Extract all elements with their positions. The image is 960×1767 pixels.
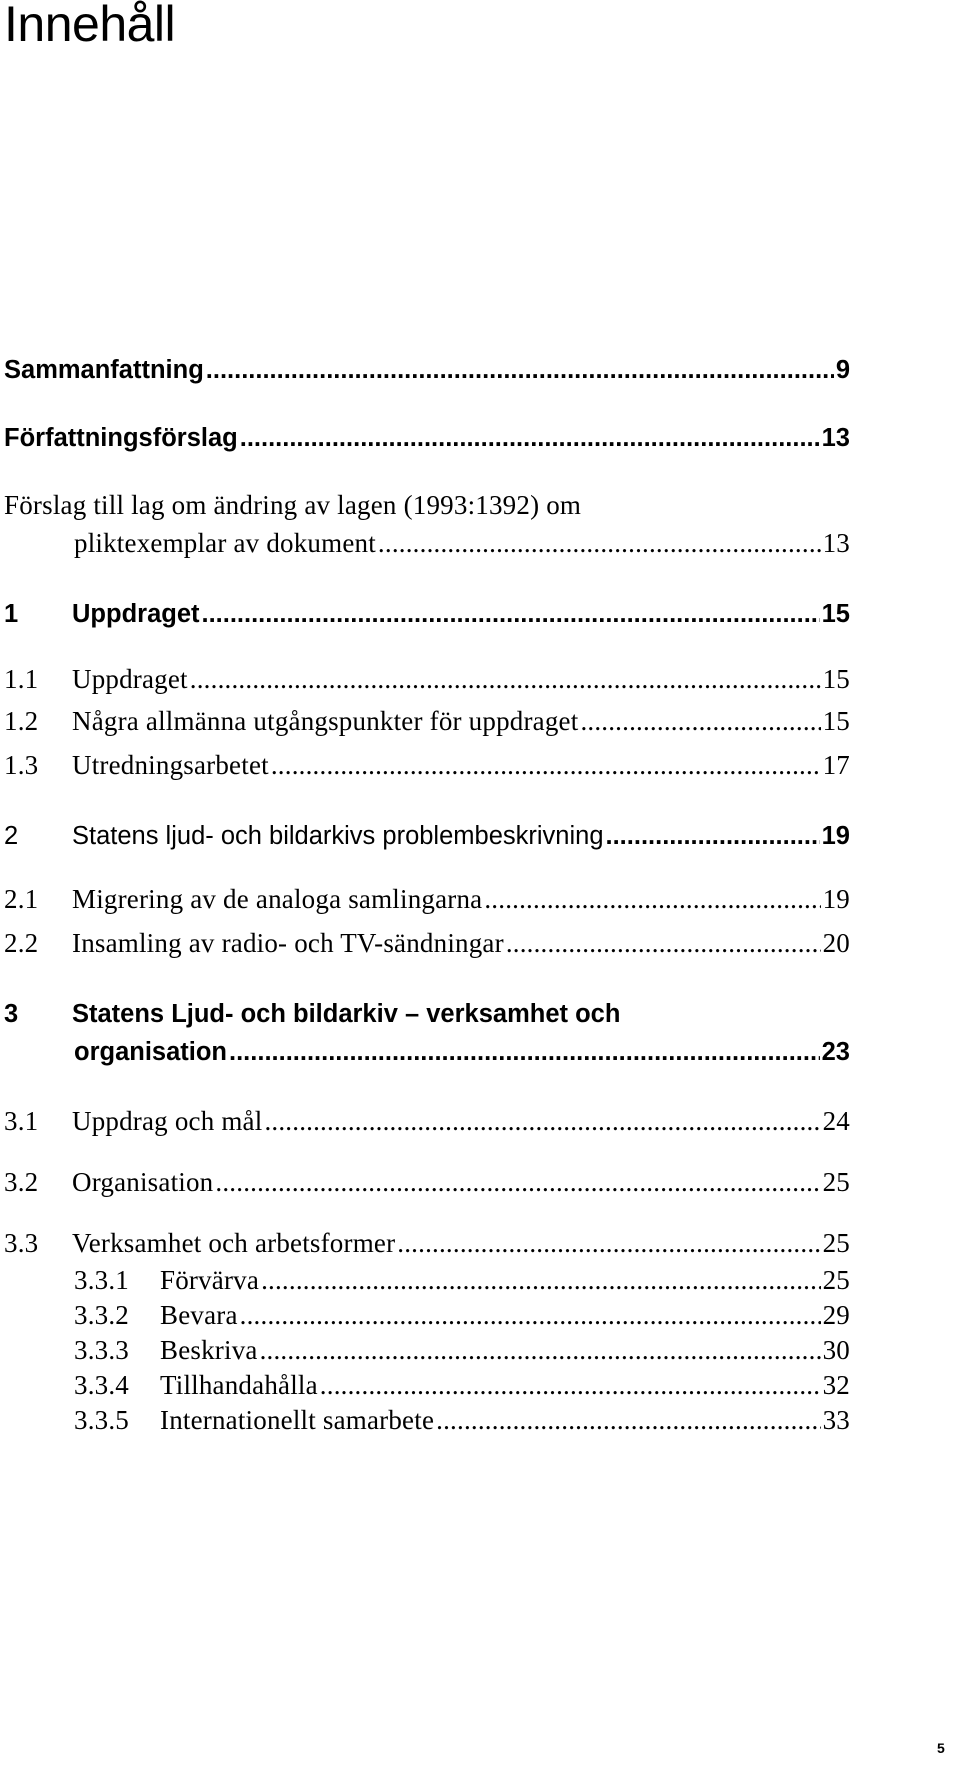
- toc-entry-label: Författningsförslag: [4, 424, 238, 452]
- toc-entry-label: Uppdrag och mål: [72, 1106, 263, 1136]
- toc-page-number: 9: [835, 356, 850, 384]
- toc-leader-dots: [397, 1228, 820, 1259]
- toc-entry-sammanfattning[interactable]: [4, 356, 850, 396]
- toc-entry-3-3-1[interactable]: [74, 1265, 850, 1305]
- toc-page-number: 17: [822, 750, 850, 780]
- toc-entry-3-3-2[interactable]: [74, 1300, 850, 1340]
- toc-leader-dots: [206, 356, 834, 385]
- toc-section-number: 3.3.4: [74, 1370, 129, 1400]
- toc-entry-label: Beskriva: [160, 1335, 258, 1365]
- toc-entry-forslag-line1[interactable]: Förslag till lag om ändring av lagen (1993:1392) om: [4, 490, 582, 520]
- page-title: Innehåll: [4, 0, 176, 52]
- toc-leader-dots: [606, 822, 820, 851]
- toc-page-number: 25: [822, 1228, 850, 1258]
- toc-leader-dots: [271, 750, 821, 781]
- toc-section-number: 3: [4, 1000, 19, 1028]
- toc-section-number: 3.3: [4, 1228, 39, 1258]
- toc-entry-chapter-1[interactable]: [4, 600, 850, 640]
- toc-leader-dots: [229, 1038, 820, 1067]
- toc-entry-3-2[interactable]: [4, 1167, 850, 1207]
- toc-page-number: 20: [822, 928, 850, 958]
- toc-leader-dots: [190, 664, 821, 695]
- toc-entry-1-2[interactable]: [4, 706, 850, 746]
- toc-entry-forfattningsforslag[interactable]: [4, 424, 850, 464]
- toc-page-number: 25: [822, 1265, 850, 1295]
- toc-leader-dots: [261, 1265, 821, 1296]
- toc-entry-label: Statens Ljud- och bildarkiv – verksamhet och: [72, 1000, 621, 1028]
- toc-entry-1-1[interactable]: [4, 664, 850, 704]
- toc-page-number: 15: [822, 706, 850, 736]
- toc-section-number: 2.1: [4, 884, 39, 914]
- toc-entry-label: Uppdraget: [72, 664, 188, 694]
- toc-section-number: 3.2: [4, 1167, 39, 1197]
- toc-entry-chapter-3[interactable]: [74, 1038, 850, 1078]
- toc-entry-label: Utredningsarbetet: [72, 750, 269, 780]
- toc-page-number: 19: [822, 884, 850, 914]
- toc-entry-3-3[interactable]: [4, 1228, 850, 1268]
- toc-section-number: 3.3.3: [74, 1335, 129, 1365]
- toc-page-number: 15: [822, 664, 850, 694]
- toc-section-number: 3.3.5: [74, 1405, 129, 1435]
- toc-page-number: 33: [822, 1405, 850, 1435]
- toc-entry-label: pliktexemplar av dokument: [74, 528, 376, 558]
- toc-page-number: 24: [822, 1106, 850, 1136]
- toc-entry-label: Tillhandahålla: [160, 1370, 318, 1400]
- toc-entry-label: Sammanfattning: [4, 356, 204, 384]
- toc-leader-dots: [260, 1335, 821, 1366]
- toc-entry-label: Statens ljud- och bildarkivs problembeskrivning: [72, 822, 604, 850]
- toc-section-number: 3.3.2: [74, 1300, 129, 1330]
- toc-section-number: 1.2: [4, 706, 39, 736]
- toc-leader-dots: [240, 424, 820, 453]
- toc-entry-3-1[interactable]: [4, 1106, 850, 1146]
- toc-leader-dots: [580, 706, 820, 737]
- toc-section-number: 3.1: [4, 1106, 39, 1136]
- toc-leader-dots: [506, 928, 821, 959]
- toc-section-number: 1.3: [4, 750, 39, 780]
- toc-entry-label: Uppdraget: [72, 600, 200, 628]
- toc-entry-label: Internationellt samarbete: [160, 1405, 435, 1435]
- toc-page-number: 29: [822, 1300, 850, 1330]
- toc-page-number: 30: [822, 1335, 850, 1365]
- toc-entry-2-2[interactable]: [4, 928, 850, 968]
- toc-page-number: 25: [822, 1167, 850, 1197]
- toc-entry-3-3-3[interactable]: [74, 1335, 850, 1375]
- toc-entry-label: Förvärva: [160, 1265, 260, 1295]
- toc-section-number: 1: [4, 600, 19, 628]
- toc-entry-label: Bevara: [160, 1300, 238, 1330]
- toc-page-number: 13: [822, 528, 850, 558]
- toc-entry-chapter-2[interactable]: [4, 822, 850, 862]
- toc-page-number: 32: [822, 1370, 850, 1400]
- toc-leader-dots: [320, 1370, 821, 1401]
- toc-leader-dots: [202, 600, 820, 629]
- page-number: 5: [937, 1740, 945, 1756]
- toc-leader-dots: [264, 1106, 820, 1137]
- toc-page-number: 19: [821, 822, 850, 850]
- toc-entry-3-3-4[interactable]: [74, 1370, 850, 1410]
- toc-entry-label: Några allmänna utgångspunkter för uppdraget: [72, 706, 579, 736]
- toc-entry-label: Migrering av de analoga samlingarna: [72, 884, 483, 914]
- toc-leader-dots: [215, 1167, 820, 1198]
- toc-leader-dots: [484, 884, 820, 915]
- toc-leader-dots: [240, 1300, 821, 1331]
- toc-entry-2-1[interactable]: [4, 884, 850, 924]
- toc-page-number: 23: [821, 1038, 850, 1066]
- toc-section-number: 2: [4, 822, 19, 850]
- toc-entry-label: organisation: [74, 1038, 228, 1066]
- toc-leader-dots: [378, 528, 821, 559]
- toc-section-number: 3.3.1: [74, 1265, 129, 1295]
- toc-entry-1-3[interactable]: [4, 750, 850, 790]
- toc-entry-3-3-5[interactable]: [74, 1405, 850, 1445]
- toc-entry-label: Organisation: [72, 1167, 214, 1197]
- toc-section-number: 1.1: [4, 664, 39, 694]
- toc-entry-forslag[interactable]: [74, 528, 850, 568]
- toc-entry-label: Insamling av radio- och TV-sändningar: [72, 928, 504, 958]
- toc-entry-chapter-3-line1[interactable]: [4, 1000, 620, 1029]
- toc-page-number: 15: [821, 600, 850, 628]
- toc-entry-label: Verksamhet och arbetsformer: [72, 1228, 396, 1258]
- toc-page-number: 13: [821, 424, 850, 452]
- toc-leader-dots: [436, 1405, 820, 1436]
- toc-section-number: 2.2: [4, 928, 39, 958]
